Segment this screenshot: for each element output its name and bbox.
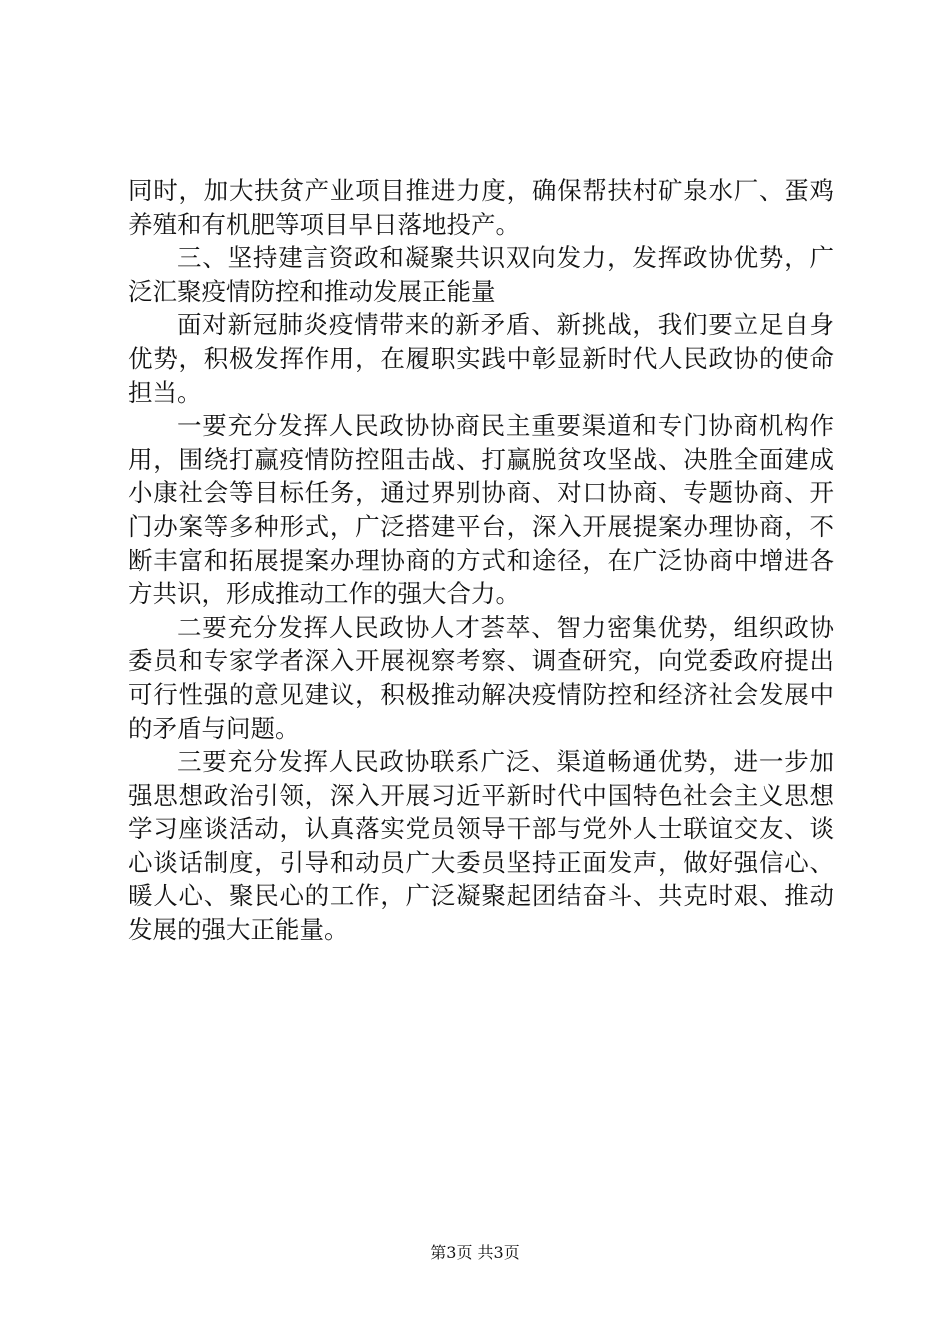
paragraph-point-three: 三要充分发挥人民政协联系广泛、渠道畅通优势，进一步加强思想政治引领，深入开展习近平新时代中国特色社会主义思想学习座谈活动，认真落实党员领导干部与党外人士联谊交友、谈心谈话制度，引导和动员广大委员坚持正面发声，做好强信心、暖人心、聚民心的工作，广泛凝聚起团结奋斗、共克时艰、推动发展的强大正能量。 xyxy=(128,747,834,945)
document-body xyxy=(128,174,834,947)
page-number-footer: 第3页 共3页 xyxy=(430,1243,520,1262)
section-heading: 三、坚持建言资政和凝聚共识双向发力，发挥政协优势，广泛汇聚疫情防控和推动发展正能量 xyxy=(128,243,834,306)
paragraph-point-two: 二要充分发挥人民政协人才荟萃、智力密集优势，组织政协委员和专家学者深入开展视察考察、调查研究，向党委政府提出可行性强的意见建议，积极推动解决疫情防控和经济社会发展中的矛盾与问题。 xyxy=(128,612,834,743)
paragraph-point-one: 一要充分发挥人民政协协商民主重要渠道和专门协商机构作用，围绕打赢疫情防控阻击战、打赢脱贫攻坚战、决胜全面建成小康社会等目标任务，通过界别协商、对口协商、专题协商、开门办案等多种形式，广泛搭建平台，深入开展提案办理协商，不断丰富和拓展提案办理协商的方式和途径，在广泛协商中增进各方共识，形成推动工作的强大合力。 xyxy=(128,411,834,609)
paragraph-intro: 面对新冠肺炎疫情带来的新矛盾、新挑战，我们要立足自身优势，积极发挥作用，在履职实践中彰显新时代人民政协的使命担当。 xyxy=(128,310,834,407)
paragraph-continuation: 同时，加大扶贫产业项目推进力度，确保帮扶村矿泉水厂、蛋鸡养殖和有机肥等项目早日落地投产。 xyxy=(128,176,834,239)
